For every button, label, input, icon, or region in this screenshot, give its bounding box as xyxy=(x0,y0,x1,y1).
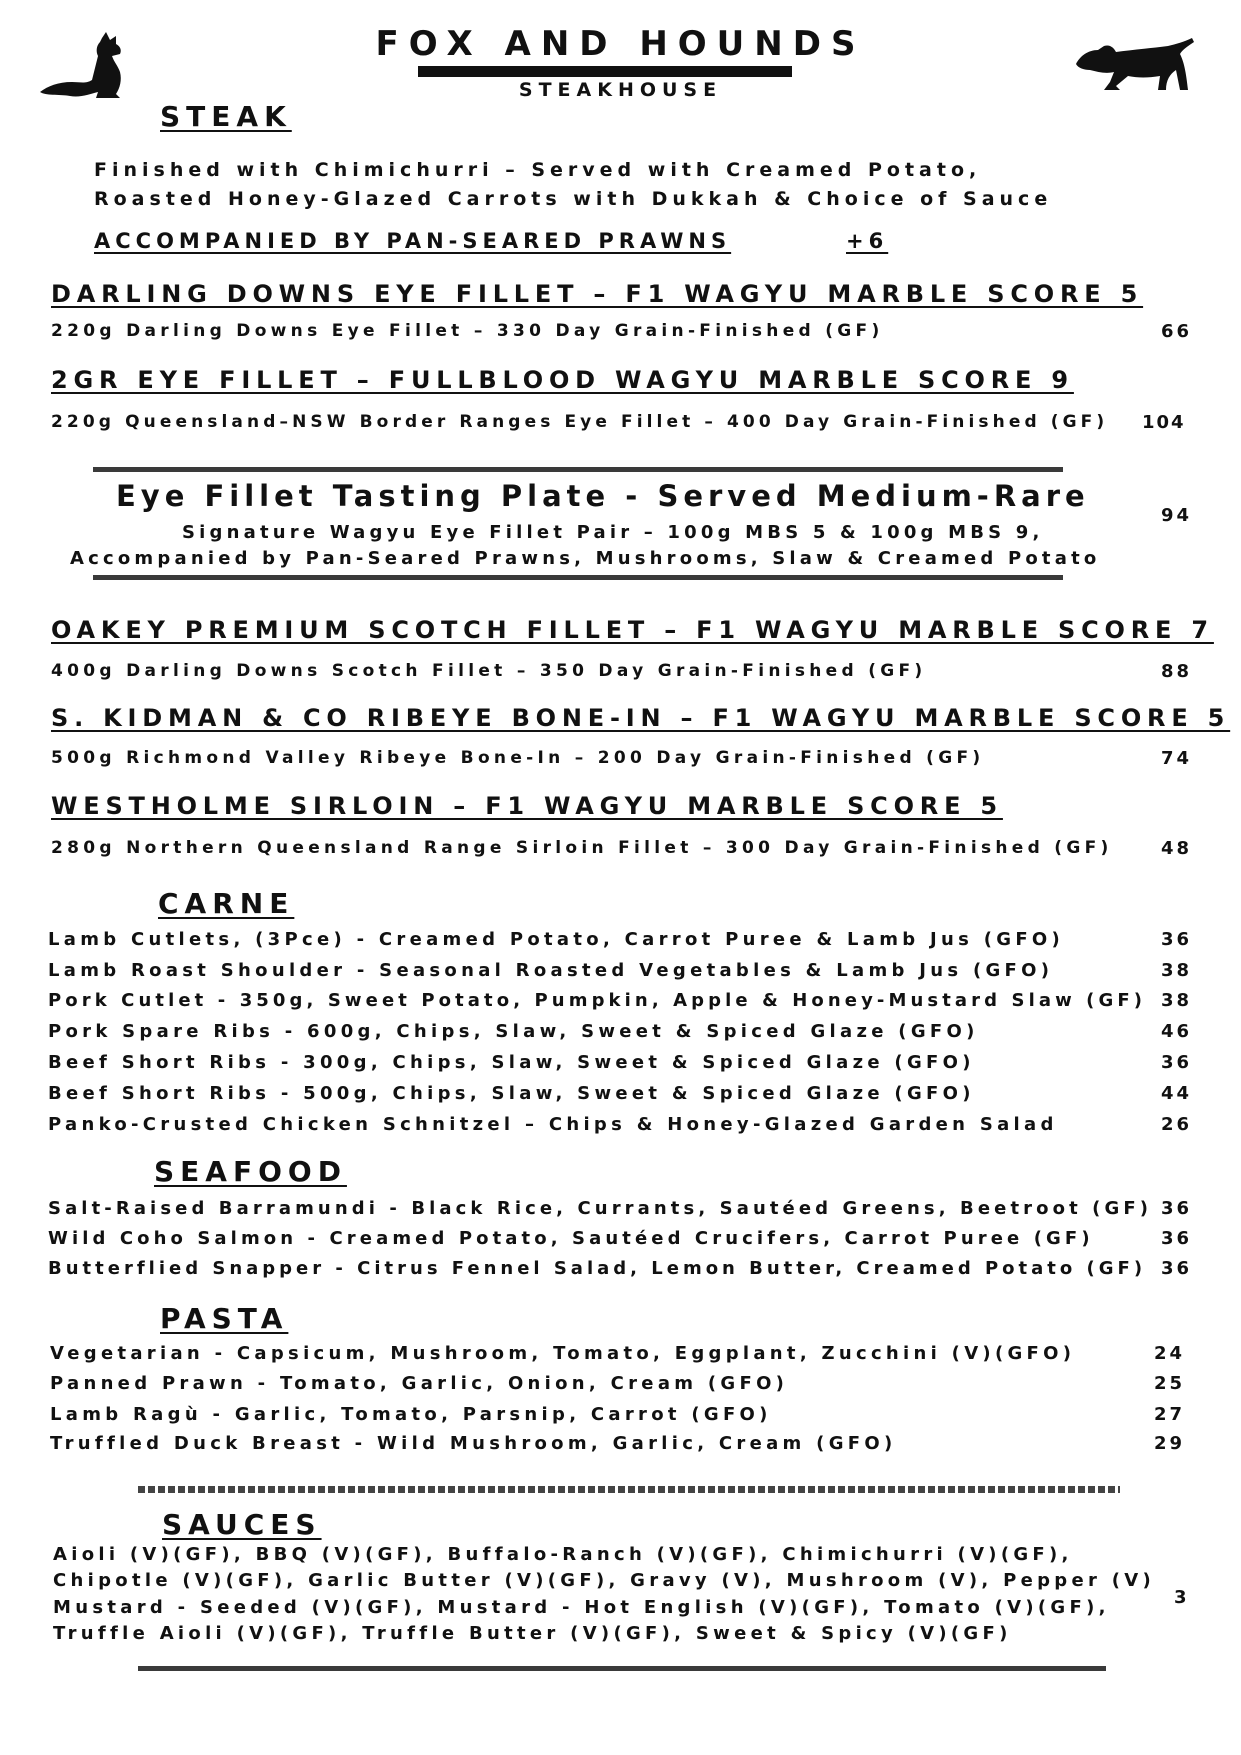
sauces-line: Mustard - Seeded (V)(GF), Mustard - Hot English (V)(GF), Tomato (V)(GF), xyxy=(53,1597,1110,1618)
steak-item-title: WESTHOLME SIRLOIN – F1 WAGYU MARBLE SCORE 5 xyxy=(51,792,1003,820)
menu-item-name: Beef Short Ribs - 300g, Chips, Slaw, Sweet & Spiced Glaze (GFO) xyxy=(48,1052,975,1073)
menu-item-price: 36 xyxy=(1161,1198,1193,1219)
steak-item-title: OAKEY PREMIUM SCOTCH FILLET – F1 WAGYU MARBLE SCORE 7 xyxy=(51,616,1214,644)
tasting-bottom-rule xyxy=(93,575,1063,580)
tasting-title: Eye Fillet Tasting Plate - Served Medium-Rare xyxy=(116,479,1090,513)
steak-item-desc: 220g Queensland–NSW Border Ranges Eye Fillet – 400 Day Grain-Finished (GF) xyxy=(51,412,1109,432)
dotted-divider xyxy=(138,1486,1120,1493)
sauces-line: Aioli (V)(GF), BBQ (V)(GF), Buffalo-Ranch (V)(GF), Chimichurri (V)(GF), xyxy=(53,1544,1073,1565)
menu-item-name: Pork Spare Ribs - 600g, Chips, Slaw, Sweet & Spiced Glaze (GFO) xyxy=(48,1021,979,1042)
steak-item-price: 104 xyxy=(1142,412,1186,433)
menu-item-price: 36 xyxy=(1161,1228,1193,1249)
seafood-heading: SEAFOOD xyxy=(154,1155,347,1188)
steak-intro-line1: Finished with Chimichurri – Served with Creamed Potato, xyxy=(94,159,982,181)
menu-item-price: 29 xyxy=(1154,1433,1186,1454)
accompanied-price: +6 xyxy=(846,229,889,253)
menu-item-price: 46 xyxy=(1161,1021,1193,1042)
steak-intro-line2: Roasted Honey-Glazed Carrots with Dukkah & Choice of Sauce xyxy=(94,188,1053,210)
menu-item-name: Wild Coho Salmon - Creamed Potato, Sautéed Crucifers, Carrot Puree (GF) xyxy=(48,1228,1094,1249)
accompanied-label: ACCOMPANIED BY PAN-SEARED PRAWNS xyxy=(94,229,732,253)
steak-item-desc: 500g Richmond Valley Ribeye Bone-In – 200 Day Grain-Finished (GF) xyxy=(51,748,985,768)
menu-item-price: 36 xyxy=(1161,1258,1193,1279)
tasting-price: 94 xyxy=(1161,505,1193,526)
steak-item-desc: 280g Northern Queensland Range Sirloin Fillet – 300 Day Grain-Finished (GF) xyxy=(51,838,1113,858)
menu-item-price: 36 xyxy=(1161,929,1193,950)
menu-item-name: Pork Cutlet - 350g, Sweet Potato, Pumpkin, Apple & Honey-Mustard Slaw (GF) xyxy=(48,990,1147,1011)
menu-item-price: 38 xyxy=(1161,990,1193,1011)
steak-item-title: 2GR EYE FILLET – FULLBLOOD WAGYU MARBLE SCORE 9 xyxy=(51,366,1074,394)
menu-item-name: Beef Short Ribs - 500g, Chips, Slaw, Sweet & Spiced Glaze (GFO) xyxy=(48,1083,975,1104)
menu-item-name: Panko-Crusted Chicken Schnitzel – Chips & Honey-Glazed Garden Salad xyxy=(48,1114,1058,1135)
steak-item-title: DARLING DOWNS EYE FILLET – F1 WAGYU MARBLE SCORE 5 xyxy=(51,280,1144,308)
menu-item-price: 25 xyxy=(1154,1373,1186,1394)
sauces-line: Truffle Aioli (V)(GF), Truffle Butter (V)(GF), Sweet & Spicy (V)(GF) xyxy=(53,1623,1012,1644)
steak-item-title: S. KIDMAN & CO RIBEYE BONE-IN – F1 WAGYU MARBLE SCORE 5 xyxy=(51,704,1231,732)
steak-item-desc: 220g Darling Downs Eye Fillet – 330 Day Grain-Finished (GF) xyxy=(51,321,884,341)
carne-heading: CARNE xyxy=(158,887,295,920)
menu-item-price: 36 xyxy=(1161,1052,1193,1073)
menu-item-price: 38 xyxy=(1161,960,1193,981)
sauces-price: 3 xyxy=(1174,1587,1190,1608)
restaurant-subtitle: STEAKHOUSE xyxy=(518,79,723,101)
menu-item-name: Lamb Cutlets, (3Pce) - Creamed Potato, Carrot Puree & Lamb Jus (GFO) xyxy=(48,929,1065,950)
menu-item-price: 24 xyxy=(1154,1343,1186,1364)
steak-heading: STEAK xyxy=(160,100,292,133)
tasting-line2: Accompanied by Pan-Seared Prawns, Mushrooms, Slaw & Creamed Potato xyxy=(70,548,1101,569)
tasting-line1: Signature Wagyu Eye Fillet Pair – 100g MBS 5 & 100g MBS 9, xyxy=(182,522,1044,543)
bottom-rule xyxy=(138,1666,1106,1671)
menu-item-price: 44 xyxy=(1161,1083,1193,1104)
sauces-line: Chipotle (V)(GF), Garlic Butter (V)(GF), Gravy (V), Mushroom (V), Pepper (V) xyxy=(53,1570,1155,1591)
pasta-heading: PASTA xyxy=(160,1302,289,1335)
restaurant-title: FOX AND HOUNDS xyxy=(375,24,866,64)
menu-item-name: Lamb Roast Shoulder - Seasonal Roasted Vegetables & Lamb Jus (GFO) xyxy=(48,960,1054,981)
steak-item-price: 74 xyxy=(1161,748,1193,769)
title-bar xyxy=(418,66,792,77)
menu-item-price: 26 xyxy=(1161,1114,1193,1135)
steak-item-price: 88 xyxy=(1161,661,1193,682)
steak-item-price: 66 xyxy=(1161,321,1193,342)
menu-item-name: Salt-Raised Barramundi - Black Rice, Currants, Sautéed Greens, Beetroot (GF) xyxy=(48,1198,1153,1219)
menu-item-name: Lamb Ragù - Garlic, Tomato, Parsnip, Carrot (GFO) xyxy=(50,1404,772,1425)
sauces-heading: SAUCES xyxy=(162,1508,322,1541)
menu-item-price: 27 xyxy=(1154,1404,1186,1425)
steak-item-price: 48 xyxy=(1161,838,1193,859)
menu-item-name: Truffled Duck Breast - Wild Mushroom, Garlic, Cream (GFO) xyxy=(50,1433,897,1454)
steak-item-desc: 400g Darling Downs Scotch Fillet – 350 Day Grain-Finished (GF) xyxy=(51,661,927,681)
menu-item-name: Vegetarian - Capsicum, Mushroom, Tomato, Eggplant, Zucchini (V)(GFO) xyxy=(50,1343,1076,1364)
tasting-top-rule xyxy=(93,467,1063,472)
menu-item-name: Panned Prawn - Tomato, Garlic, Onion, Cream (GFO) xyxy=(50,1373,789,1394)
menu-item-name: Butterflied Snapper - Citrus Fennel Salad, Lemon Butter, Creamed Potato (GF) xyxy=(48,1258,1147,1279)
